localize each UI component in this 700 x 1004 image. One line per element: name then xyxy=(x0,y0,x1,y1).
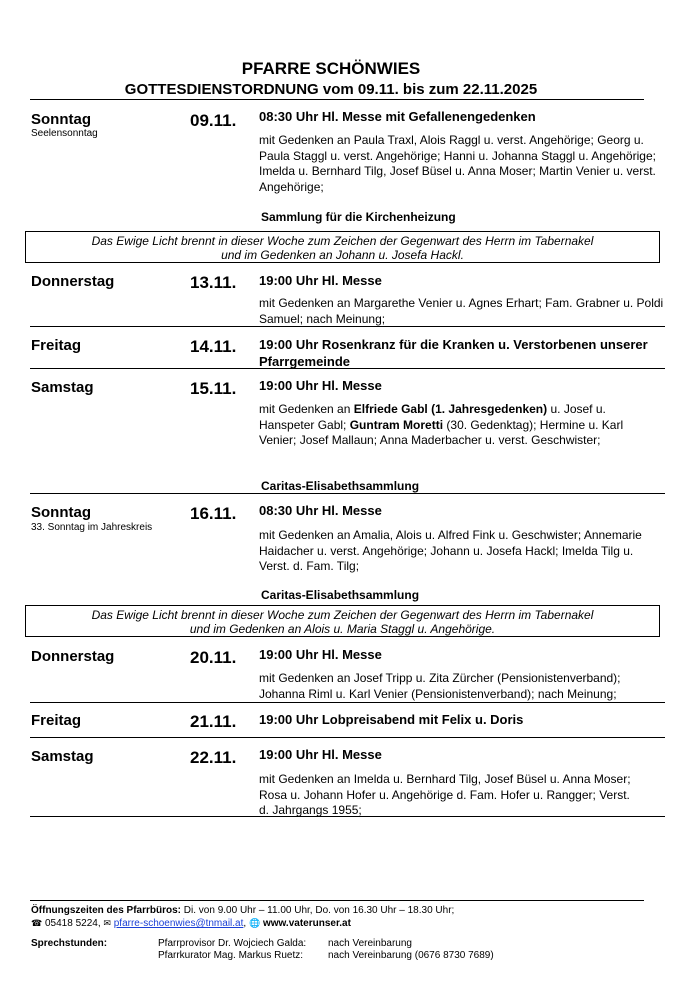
entry-event: 19:00 Uhr Hl. Messe xyxy=(259,273,382,288)
entry-day: Samstag xyxy=(31,748,94,765)
entry-day: Freitag xyxy=(31,712,82,729)
entry-subtitle: Seelensonntag xyxy=(31,128,98,139)
entry-day: Samstag xyxy=(31,379,94,396)
entry-event: 19:00 Uhr Hl. Messe xyxy=(259,378,382,393)
consultation-label xyxy=(31,938,107,949)
divider xyxy=(30,737,665,738)
notice-line: Das Ewige Licht brennt in dieser Woche zum Zeichen der Gegenwart des Herrn im Tabernakel xyxy=(91,608,594,622)
divider xyxy=(30,493,665,494)
entry-description: mit Gedenken an Imelda u. Bernhard Tilg, Josef Büsel u. Anna Moser; Rosa u. Johann Hofer u. Angehörige d. Fam. Hofer u. Rangger; Verst. d. Jahrgangs 1955; xyxy=(259,772,631,817)
consultation-label-text: Sprechstunden: xyxy=(31,938,108,949)
entry-date: 09.11. xyxy=(190,111,237,130)
contact-info: nach Vereinbarung xyxy=(328,938,412,949)
office-hours-text: Di. von 9.00 Uhr – 11.00 Uhr, Do. von 16.30 Uhr – 18.30 Uhr; xyxy=(183,905,455,916)
phone-number: 05418 5224, xyxy=(45,918,101,929)
phone-icon: ☎ xyxy=(31,918,43,928)
contact-name: Pfarrkurator Mag. Markus Ruetz: xyxy=(158,950,304,961)
entry-event: 08:30 Uhr Hl. Messe mit Gefallenengedenken xyxy=(259,109,536,124)
contact-line: ☎ 05418 5224, ✉ pfarre-schoenwies@tnmail.at, 🌐 www.vaterunser.at xyxy=(31,918,351,929)
entry-date: 22.11. xyxy=(190,748,237,767)
notice-line: und im Gedenken an Alois u. Maria Staggl u. Angehörige. xyxy=(189,622,496,636)
entry-event: 19:00 Uhr Lobpreisabend mit Felix u. Doris xyxy=(259,712,524,727)
entry-description: mit Gedenken an Josef Tripp u. Zita Zürcher (Pensionistenverband); Johanna Riml u. Karl Venier (Pensionistenverband); nach Meinung; xyxy=(259,671,621,701)
contact-info: nach Vereinbarung (0676 8730 7689) xyxy=(328,950,494,961)
entry-day: Sonntag xyxy=(31,111,91,128)
entry-collection: Caritas-Elisabethsammlung xyxy=(261,588,420,602)
divider xyxy=(30,702,665,703)
entry-day: Donnerstag xyxy=(31,648,115,665)
desc-highlight: Elfriede Gabl (1. Jahresgedenken) xyxy=(353,402,548,416)
office-hours xyxy=(31,905,454,916)
entry-description: mit Gedenken an Paula Traxl, Alois Raggl u. verst. Angehörige; Georg u. Paula Staggl u. verst. Angehörige; Hanni u. Johanna Staggl u. Angehörige; Imelda u. Bernhard Tilg, Josef Büsel u. Anna Moser; Martin Venier u. verst. Angehörige; xyxy=(259,133,656,194)
divider xyxy=(30,99,644,100)
website-link[interactable]: www.vaterunser.at xyxy=(262,918,351,929)
entry-date: 13.11. xyxy=(190,273,237,292)
entry-subtitle: 33. Sonntag im Jahreskreis xyxy=(31,522,153,533)
entry-day: Donnerstag xyxy=(31,273,115,290)
entry-collection: Sammlung für die Kirchenheizung xyxy=(261,210,456,224)
notice-line: Das Ewige Licht brennt in dieser Woche zum Zeichen der Gegenwart des Herrn im Tabernakel xyxy=(91,234,594,248)
entry-description: mit Gedenken an Margarethe Venier u. Agnes Erhart; Fam. Grabner u. Poldi Samuel; nach Meinung; xyxy=(259,296,664,326)
divider xyxy=(30,816,665,817)
entry-collection: Caritas-Elisabethsammlung xyxy=(261,479,420,493)
contact-name: Pfarrprovisor Dr. Wojciech Galda: xyxy=(158,938,307,949)
entry-day: Sonntag xyxy=(31,504,91,521)
entry-day: Freitag xyxy=(31,337,82,354)
email-link[interactable]: pfarre-schoenwies@tnmail.at xyxy=(113,918,244,929)
desc-highlight: Guntram Moretti xyxy=(349,417,444,432)
entry-event: 08:30 Uhr Hl. Messe xyxy=(259,503,382,518)
footer-divider xyxy=(30,900,644,901)
page-title: PFARRE SCHÖNWIES xyxy=(241,59,421,78)
notice-line: und im Gedenken an Johann u. Josefa Hackl. xyxy=(221,248,464,262)
eternal-light-notice xyxy=(25,605,660,637)
entry-date: 16.11. xyxy=(190,504,237,523)
envelope-icon: ✉ xyxy=(103,918,111,928)
office-hours-label: Öffnungszeiten des Pfarrbüros: xyxy=(31,905,182,916)
entry-date: 15.11. xyxy=(190,379,237,398)
desc-text: u. Josef u. Hanspeter Gabl; xyxy=(259,402,606,432)
divider xyxy=(30,326,665,327)
page-subtitle: GOTTESDIENSTORDNUNG vom 09.11. bis zum 22.11.2025 xyxy=(124,81,538,98)
entry-description xyxy=(259,402,654,449)
entry-date: 14.11. xyxy=(190,337,237,356)
entry-date: 20.11. xyxy=(190,648,237,667)
entry-description: mit Gedenken an Amalia, Alois u. Alfred Fink u. Geschwister; Annemarie Haidacher u. verst. Angehörige; Johann u. Josefa Hackl; Imelda Tilg u. Verst. d. Fam. Tilg; xyxy=(259,528,642,573)
entry-event: 19:00 Uhr Hl. Messe xyxy=(259,747,382,762)
globe-icon: 🌐 xyxy=(248,918,261,928)
divider xyxy=(30,368,665,369)
entry-date: 21.11. xyxy=(190,712,237,731)
desc-text: (30. Gedenktag); Hermine u. Karl Venier; Josef Mallaun; Anna Maderbacher u. verst. Geschwister; xyxy=(259,417,624,447)
entry-event: 19:00 Uhr Hl. Messe xyxy=(259,647,382,662)
entry-event: 19:00 Uhr Rosenkranz für die Kranken u. Verstorbenen unserer Pfarrgemeinde xyxy=(259,337,648,369)
desc-text: mit Gedenken an xyxy=(259,402,354,416)
eternal-light-notice xyxy=(25,231,660,263)
